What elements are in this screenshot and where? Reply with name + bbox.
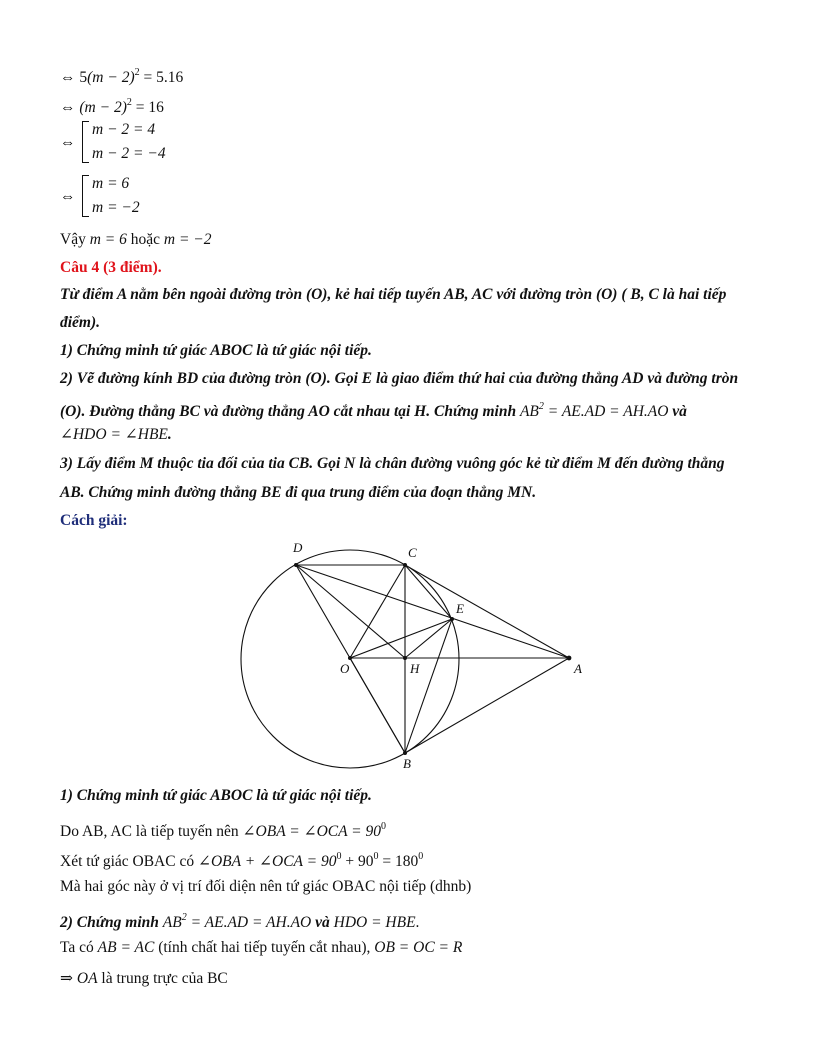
label-b: B (403, 756, 411, 771)
question-intro-2: điểm). (60, 314, 101, 331)
question-part-2-line-2 (60, 397, 687, 422)
system-2-line-2: m = −2 (92, 199, 140, 216)
conclusion-line (60, 230, 212, 250)
line-ob (350, 658, 405, 753)
a1l2-degree-2: 0 (373, 851, 379, 862)
label-d: D (293, 540, 303, 555)
a1l2-result: = 180 (378, 853, 419, 870)
a2l1-formula-1: AB = AC (97, 939, 155, 956)
conclusion-text-2: hoặc (126, 231, 164, 248)
eq1-exponent: 2 (134, 67, 140, 78)
question-intro-1: Từ điểm A nằm bên ngoài đường tròn (O), kẻ hai tiếp tuyến AB, AC với đường tròn (O) ( B, C là hai tiếp (60, 286, 727, 303)
question-part-1: 1) Chứng minh tứ giác ABOC là tứ giác nội tiếp. (60, 342, 372, 359)
answer-part-2-title (60, 908, 419, 933)
eq2-prefix: ⇔ (60, 99, 80, 116)
answer-part-1-line-3: Mà hai góc này ở vị trí đối diện nên tứ giác OBAC nội tiếp (dhnb) (60, 878, 472, 895)
a2-title-text: 2) Chứng minh (60, 914, 163, 931)
label-a: A (574, 661, 582, 676)
part2-text: (O). Đường thẳng BC và đường thẳng AO cắt nhau tại H. Chứng minh (60, 403, 520, 420)
label-c: C (408, 545, 417, 560)
label-h: H (410, 661, 420, 676)
a1l1-text: Do AB, AC là tiếp tuyến nên (60, 823, 243, 840)
point-a (567, 656, 572, 661)
question-part-2-line-1: 2) Vẽ đường kính BD của đường tròn (O). Gọi E là giao điểm thứ hai của đường thẳng AD và đường tròn (60, 370, 739, 387)
question-part-3-line-1: 3) Lấy điểm M thuộc tia đối của tia CB. Gọi N là chân đường vuông góc kẻ từ điểm M đến đường thẳng (60, 455, 725, 472)
equation-line-2 (60, 93, 164, 118)
tangent-ab (405, 658, 569, 753)
point-d (294, 563, 298, 567)
a2-title-base: AB (162, 914, 182, 931)
part2-angle-equation: ∠HDO = ∠HBE (60, 426, 168, 443)
line-oc (350, 565, 405, 658)
point-h (403, 656, 407, 660)
a1l2-formula: ∠OBA + ∠OCA = 90 (197, 853, 337, 870)
a2l2-oa: OA (76, 970, 98, 987)
part2-formula-rest: = AE.AD = AH.AO (543, 403, 669, 420)
eq1-rhs: = 5.16 (139, 69, 184, 86)
system-1-bracket (82, 121, 89, 163)
part2-period: . (167, 426, 172, 443)
system-1-arrow: ⇔ (60, 134, 76, 151)
answer-part-1-line-2 (60, 847, 423, 872)
system-1-line-2: m − 2 = −4 (92, 145, 166, 162)
part2-formula-exponent: 2 (538, 401, 544, 412)
geometry-figure (230, 535, 600, 775)
a2l2-arrow: ⇒ (60, 970, 77, 987)
answer-part-2-line-1 (60, 938, 462, 958)
point-c (403, 563, 407, 567)
a2-title-formula: = AE.AD = AH.AO (186, 914, 312, 931)
eq1-inner: (m − 2) (87, 69, 135, 86)
part2-formula-base: AB (519, 403, 539, 420)
system-2-line-1: m = 6 (92, 175, 130, 192)
question-part-3-line-2: AB. Chứng minh đường thẳng BE đi qua trung điểm của đoạn thẳng MN. (60, 484, 537, 501)
tangent-ac (405, 565, 569, 658)
label-o: O (340, 661, 350, 676)
a2-title-period: . (415, 914, 420, 931)
line-da (296, 565, 569, 658)
answer-part-1-line-1 (60, 817, 386, 842)
system-2-bracket (82, 175, 89, 217)
point-e (450, 617, 454, 621)
eq2-inner: (m − 2) (79, 99, 127, 116)
answer-part-1-title: 1) Chứng minh tứ giác ABOC là tứ giác nội tiếp. (60, 787, 372, 804)
a2-title-and: và (311, 914, 334, 931)
a1l1-formula: ∠OBA = ∠OCA = 90 (242, 823, 382, 840)
a1l2-plus: + 90 (341, 853, 374, 870)
label-e: E (456, 601, 464, 616)
conclusion-value-2: m = −2 (163, 231, 212, 248)
a1l2-text: Xét tứ giác OBAC có (60, 853, 198, 870)
system-1-line-1: m − 2 = 4 (92, 121, 156, 138)
conclusion-value-1: m = 6 (89, 231, 127, 248)
a2l2-text: là trung trực của BC (97, 970, 228, 987)
a2-title-angles: HDO = HBE (333, 914, 416, 931)
answer-part-2-line-2 (60, 969, 228, 989)
point-b (403, 751, 407, 755)
a2l1-text-2: (tính chất hai tiếp tuyến cắt nhau), (154, 939, 375, 956)
a1l2-degree-1: 0 (336, 851, 342, 862)
a2l1-text-1: Ta có (60, 939, 98, 956)
part2-and: và (668, 403, 687, 420)
line-ce (405, 565, 452, 619)
a1l2-degree-3: 0 (418, 851, 424, 862)
line-dh (296, 565, 405, 658)
eq2-rhs: = 16 (131, 99, 164, 116)
system-2-arrow: ⇔ (60, 188, 76, 205)
a1l1-degree: 0 (381, 821, 387, 832)
question-heading: Câu 4 (3 điểm). (60, 259, 162, 276)
solution-label: Cách giải: (60, 512, 128, 529)
equation-line-1 (60, 63, 183, 88)
question-part-2-line-3 (60, 425, 172, 445)
eq2-exponent: 2 (126, 97, 132, 108)
a2l1-formula-2: OB = OC = R (374, 939, 463, 956)
point-o (348, 656, 352, 660)
a2-title-exponent: 2 (181, 912, 187, 923)
conclusion-text-1: Vậy (60, 231, 90, 248)
eq1-prefix: ⇔ 5 (60, 69, 88, 86)
